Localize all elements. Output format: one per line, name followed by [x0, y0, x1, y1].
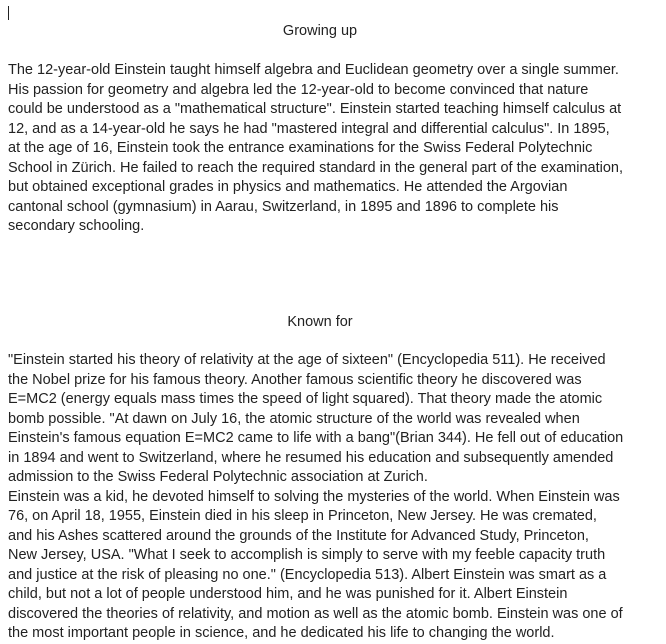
- section-body-growing-up: The 12-year-old Einstein taught himself algebra and Euclidean geometry over a single summer. His passion for geometry and algebra led the 12-year-old to become convinced that nature could be understood as a "mathematical structure". Einstein started teaching himself calculus at 12, and as a 14-year-old he says he had "mastered integral and differential calculus". In 1895, at the age of 16, Einstein took the entrance examinations for the Swiss Federal Polytechnic School in Zürich. He failed to reach the required standard in the general part of the examination, but obtained exceptional grades in physics and mathematics. He attended the Argovian cantonal school (gymnasium) in Aarau, Switzerland, in 1895 and 1896 to complete his secondary schooling.: [8, 62, 624, 234]
- section-body-known-for: "Einstein started his theory of relativity at the age of sixteen" (Encyclopedia 511). He received the Nobel prize for his famous theory. Another famous scientific theory he discovered was E=MC2 (energy equals mass times the speed of light squared). That theory made the atomic bomb possible. "At dawn on July 16, the atomic structure of the world was revealed when Einstein's famous equation E=MC2 came to life with a bang"(Brian 344). He fell out of education in 1894 and went to Switzerland, where he resumed his education and subsequently amended admission to the Swiss Federal Polytechnic association at Zurich. Einstein was a kid, he devoted himself to solving the mysteries of the world. When Einstein was 76, on April 18, 1955, Einstein died in his sleep in Princeton, New Jersey. He was cremated, and his Ashes scattered around the grounds of the Institute for Advanced Study, Princeton, New Jersey, USA. "What I seek to accomplish is simply to serve with my feeble capacity truth and justice at the risk of pleasing no one." (Encyclopedia 513). Albert Einstein was smart as a child, but not a lot of people understood him, and he was punished for it. Albert Einstein discovered the theories of relativity, and motion as well as the atomic bomb. Einstein was one of the most important people in science, and he dedicated his life to changing the world.: [8, 352, 624, 641]
- section-heading-growing-up: Growing up: [282, 23, 358, 39]
- section-heading-known-for: Known for: [287, 314, 353, 330]
- text-cursor: [8, 6, 9, 20]
